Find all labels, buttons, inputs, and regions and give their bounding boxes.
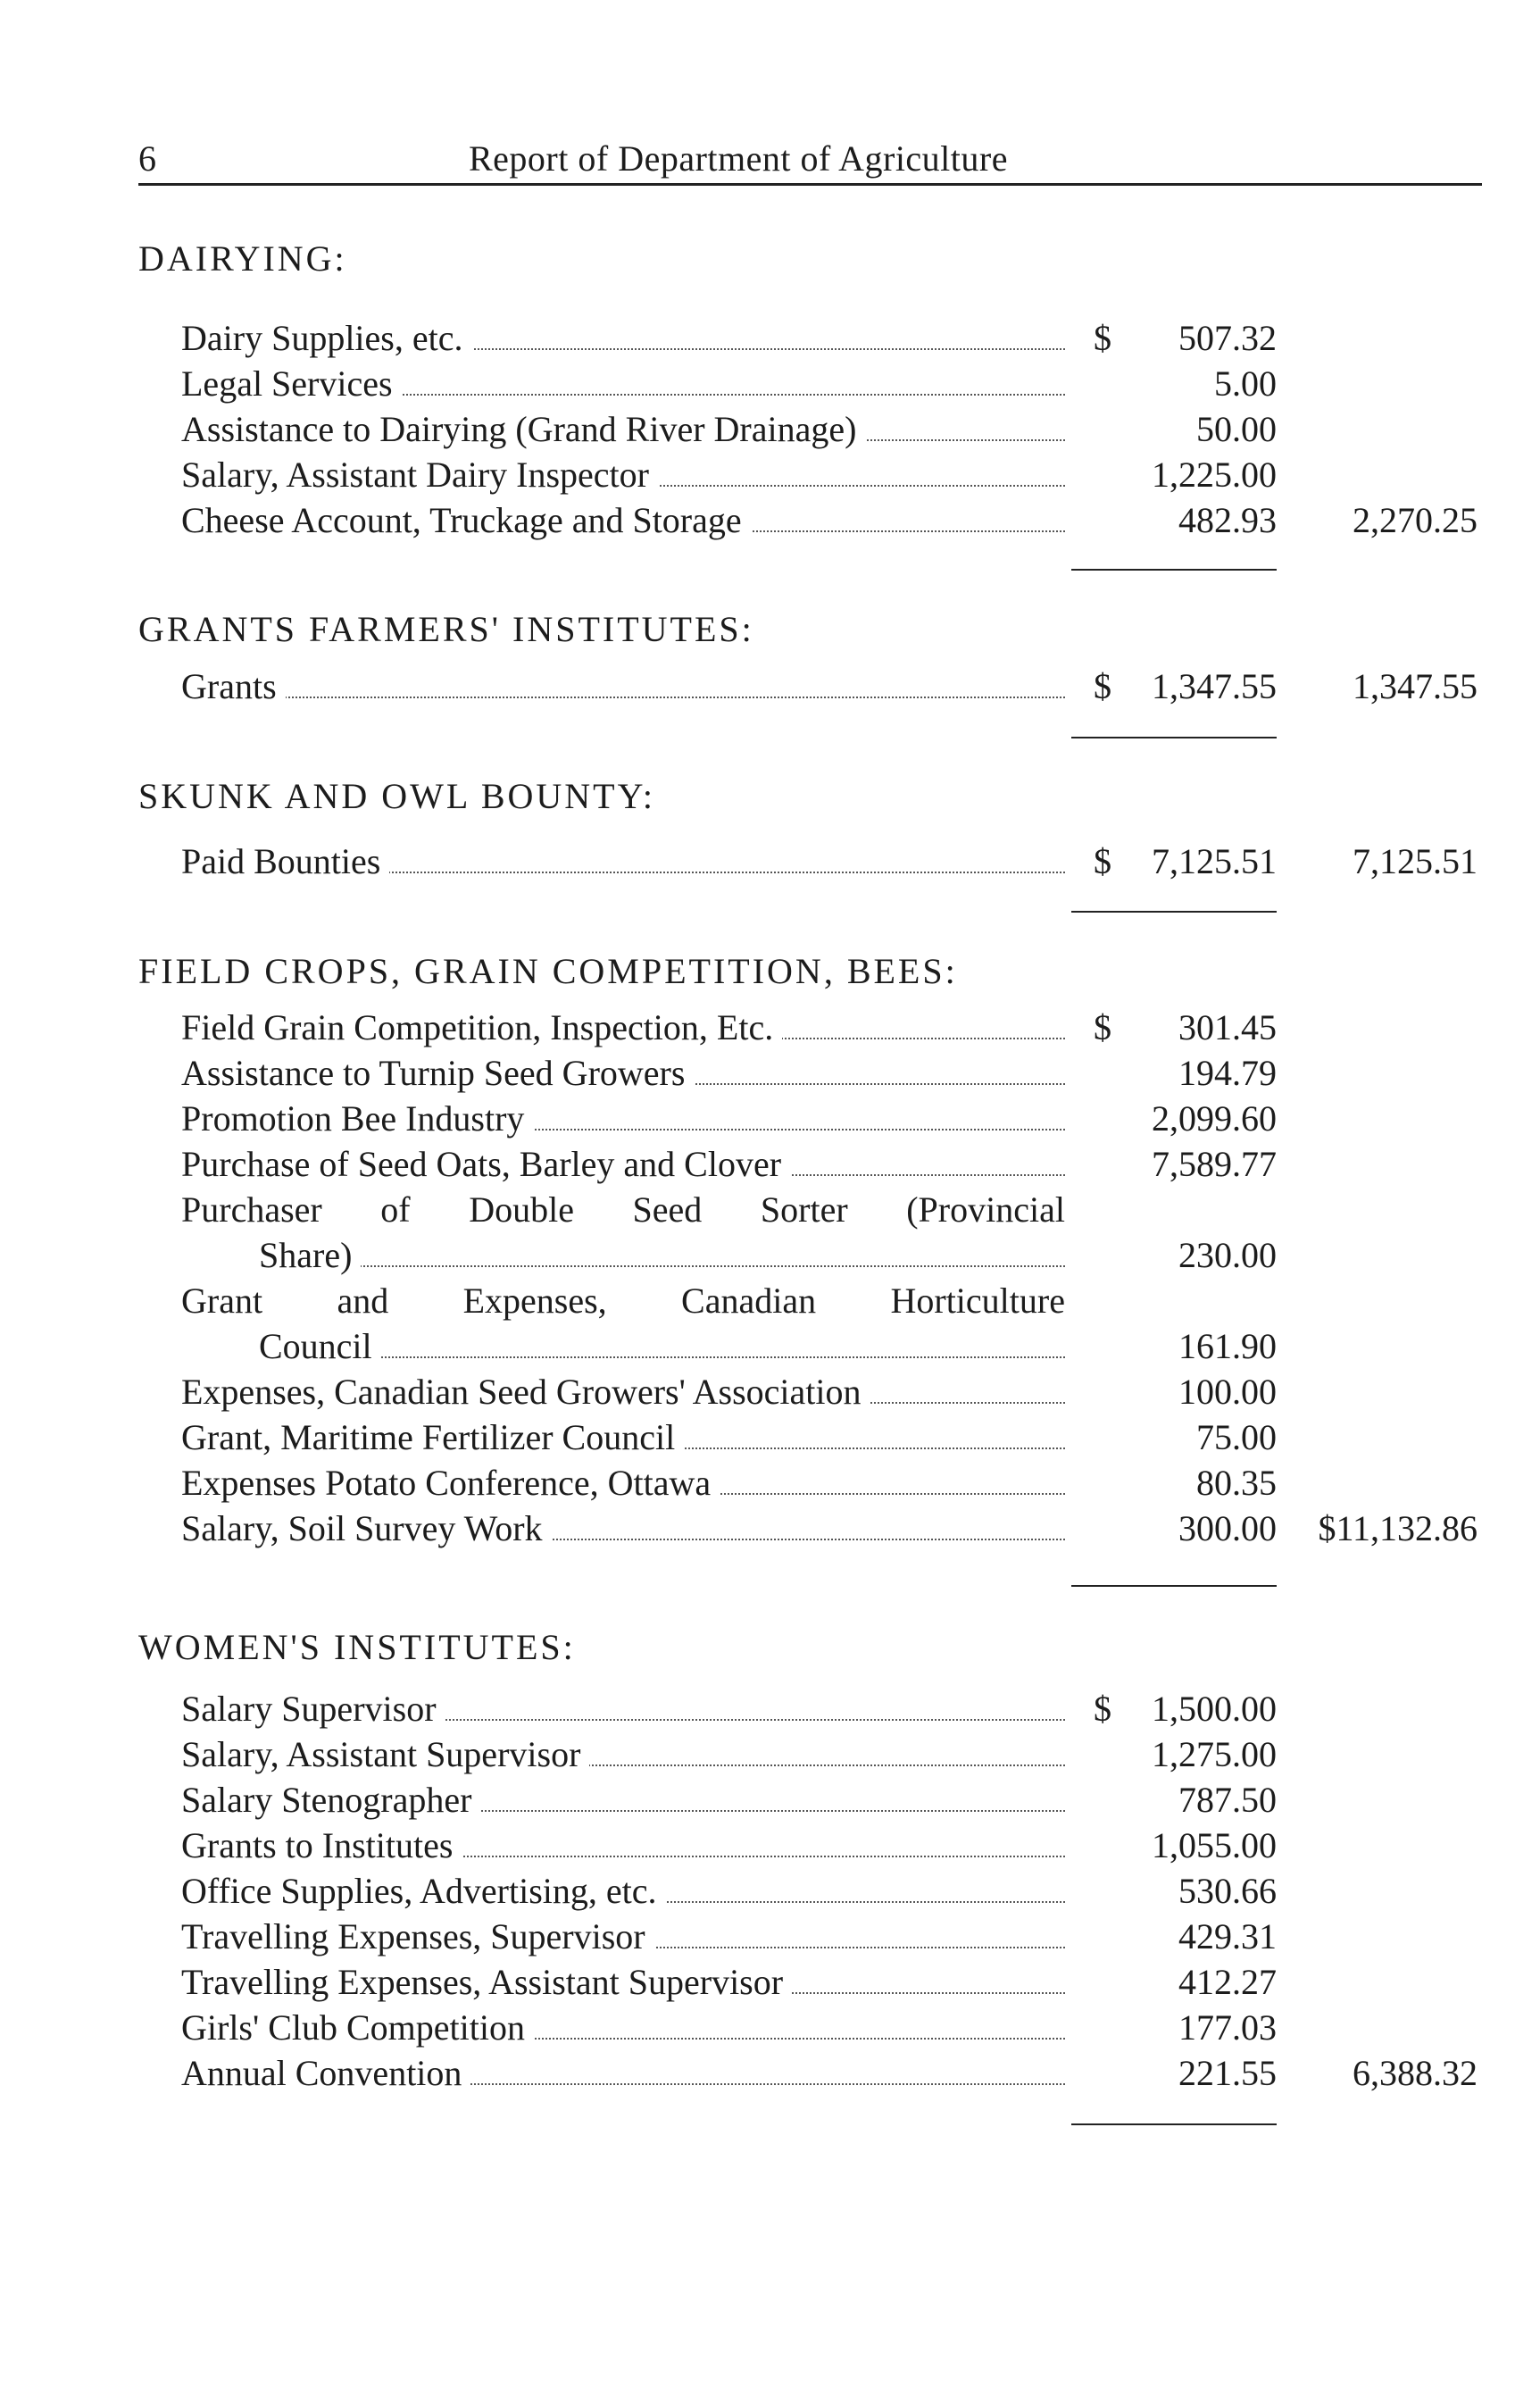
line-item [0,1232,1540,1278]
line-item-label: Salary, Assistant Supervisor [181,1734,589,1774]
line-item-amount: 300.00 [1178,1508,1277,1548]
line-item-amount: 177.03 [1178,2007,1277,2048]
line-item [0,1141,1540,1187]
line-item [0,2050,1540,2096]
line-item-amount: 429.31 [1178,1916,1277,1956]
line-item-label: Council [259,1326,381,1366]
line-item-label: Expenses Potato Conference, Ottawa [181,1463,720,1503]
line-item-label: Annual Convention [181,2053,470,2093]
line-item-label: Office Supplies, Advertising, etc. [181,1871,666,1911]
dollar-sign: $ [1094,1689,1111,1729]
line-item [0,838,1540,884]
line-item [0,1777,1540,1823]
page-header [138,134,1482,186]
line-item-label-first-line: Purchaser of Double Seed Sorter (Provincial [181,1189,1065,1230]
line-item-amount: 1,347.55 [1152,666,1277,706]
line-item-label: Grants to Institutes [181,1825,462,1865]
section-total: $11,132.86 [1318,1508,1478,1548]
subtotal-rule [1071,1585,1277,1587]
line-item [0,315,1540,361]
line-item [0,2005,1540,2050]
subtotal-rule [1071,569,1277,571]
line-item [0,1096,1540,1141]
section-heading: GRANTS FARMERS' INSTITUTES: [138,609,754,649]
line-item-amount: 194.79 [1178,1053,1277,1093]
line-item-label: Cheese Account, Truckage and Storage [181,500,751,540]
line-item-label: Salary, Soil Survey Work [181,1508,552,1548]
subtotal-rule [1071,911,1277,913]
line-item [0,1823,1540,1868]
line-item-amount: 2,099.60 [1152,1098,1277,1139]
line-item-amount: 1,500.00 [1152,1689,1277,1729]
line-item-amount: 530.66 [1178,1871,1277,1911]
section-heading: WOMEN'S INSTITUTES: [138,1627,576,1667]
page-number: 6 [138,138,156,179]
line-item-label: Salary Supervisor [181,1689,445,1729]
line-item [0,1686,1540,1731]
line-item-label: Legal Services [181,363,402,404]
dollar-sign: $ [1094,1007,1111,1047]
line-item-label: Assistance to Turnip Seed Growers [181,1053,694,1093]
line-item [0,1369,1540,1414]
line-item [0,1050,1540,1096]
section-heading: FIELD CROPS, GRAIN COMPETITION, BEES: [138,951,958,991]
line-item-amount: 100.00 [1178,1372,1277,1412]
line-item-amount: 482.93 [1178,500,1277,540]
line-item-label: Salary Stenographer [181,1780,480,1820]
line-item-label: Travelling Expenses, Supervisor [181,1916,654,1956]
dollar-sign: $ [1094,666,1111,706]
section-total: 7,125.51 [1353,841,1478,881]
line-item-label: Salary, Assistant Dairy Inspector [181,455,658,495]
line-item [0,1731,1540,1777]
line-item-amount: 161.90 [1178,1326,1277,1366]
line-item [0,361,1540,406]
line-item [0,1323,1540,1369]
line-item-label-first-line: Grant and Expenses, Canadian Horticulture [181,1281,1065,1321]
line-item [0,1460,1540,1506]
section-heading: DAIRYING: [138,238,347,279]
subtotal-rule [1071,2123,1277,2125]
dot-leader [181,697,1065,698]
line-item-amount: 7,589.77 [1152,1144,1277,1184]
line-item-amount: 7,125.51 [1152,841,1277,881]
line-item-amount: 412.27 [1178,1962,1277,2002]
line-item-amount: 221.55 [1178,2053,1277,2093]
dollar-sign: $ [1094,841,1111,881]
line-item-amount: 50.00 [1196,409,1277,449]
dollar-sign: $ [1094,318,1111,358]
line-item-continued [0,1278,1540,1323]
line-item [0,1005,1540,1050]
line-item-amount: 301.45 [1178,1007,1277,1047]
line-item [0,406,1540,452]
line-item [0,663,1540,709]
line-item-label: Paid Bounties [181,841,389,881]
section-heading: SKUNK AND OWL BOUNTY: [138,776,655,816]
section-total: 6,388.32 [1353,2053,1478,2093]
line-item-amount: 230.00 [1178,1235,1277,1275]
line-item-label: Travelling Expenses, Assistant Supervisor [181,1962,792,2002]
line-item [0,1414,1540,1460]
section-total: 1,347.55 [1353,666,1478,706]
line-item [0,497,1540,543]
line-item [0,1959,1540,2005]
line-item-label: Girls' Club Competition [181,2007,534,2048]
line-item-label: Grants [181,666,286,706]
line-item-label: Assistance to Dairying (Grand River Drainage) [181,409,865,449]
line-item-label: Grant, Maritime Fertilizer Council [181,1417,684,1457]
line-item-amount: 75.00 [1196,1417,1277,1457]
subtotal-rule [1071,737,1277,738]
line-item-label: Share) [259,1235,361,1275]
line-item [0,452,1540,497]
line-item-amount: 787.50 [1178,1780,1277,1820]
line-item-label: Purchase of Seed Oats, Barley and Clover [181,1144,790,1184]
line-item [0,1914,1540,1959]
section-total: 2,270.25 [1353,500,1478,540]
line-item-amount: 1,225.00 [1152,455,1277,495]
line-item [0,1506,1540,1551]
dot-leader [259,1265,1065,1267]
line-item-label: Expenses, Canadian Seed Growers' Association [181,1372,870,1412]
line-item-label: Promotion Bee Industry [181,1098,533,1139]
line-item [0,1868,1540,1914]
line-item-amount: 1,055.00 [1152,1825,1277,1865]
line-item-label: Field Grain Competition, Inspection, Etc. [181,1007,782,1047]
line-item-amount: 80.35 [1196,1463,1277,1503]
line-item-amount: 5.00 [1214,363,1277,404]
line-item-amount: 1,275.00 [1152,1734,1277,1774]
line-item-amount: 507.32 [1178,318,1277,358]
line-item-label: Dairy Supplies, etc. [181,318,472,358]
page-title: Report of Department of Agriculture [469,138,1008,179]
line-item-continued [0,1187,1540,1232]
